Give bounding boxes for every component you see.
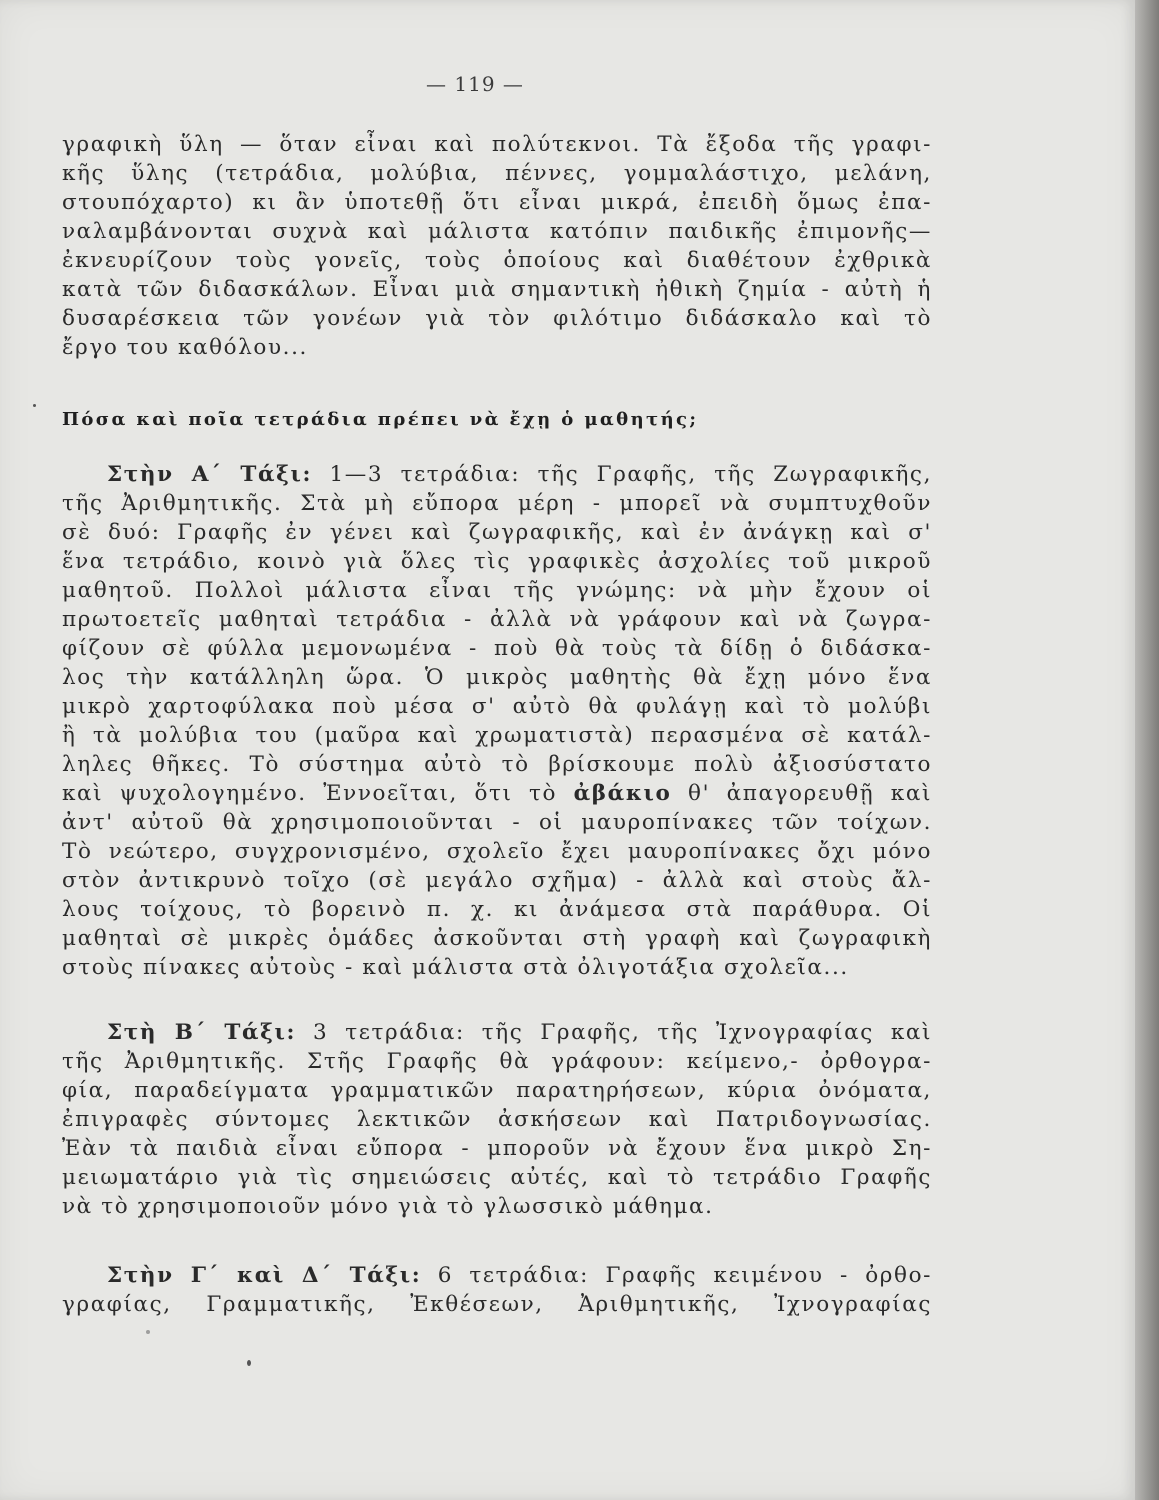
text-span: καὶ ψυχολογημένο. Ἐννοεῖται, ὅτι τὸ	[62, 781, 574, 806]
text-line: τῆς Ἀριθμητικῆς. Στὰ μὴ εὔπορα μέρη - μπορεῖ νὰ συμπτυχθοῦν	[62, 491, 932, 516]
text-line	[62, 1018, 932, 1047]
scan-speck	[247, 1360, 251, 1366]
text-line: ἕνα τετράδιο, κοινὸ γιὰ ὅλες τὶς γραφικὲς ἀσχολίες τοῦ μικροῦ	[62, 549, 932, 574]
text-line: σὲ δυό: Γραφῆς ἐν γένει καὶ ζωγραφικῆς, καὶ ἐν ἀνάγκῃ καὶ σ'	[62, 520, 932, 545]
text-line: μικρὸ χαρτοφύλακα ποὺ μέσα σ' αὐτὸ θὰ φυλάγῃ καὶ τὸ μολύβι	[62, 694, 932, 719]
text-span: θ' ἀπαγορευθῇ καὶ	[671, 781, 932, 806]
text-line: κῆς ὕλης (τετράδια, μολύβια, πέννες, γομμαλάστιχο, μελάνη,	[62, 161, 932, 186]
section-heading: Πόσα καὶ ποῖα τετράδια πρέπει νὰ ἔχῃ ὁ μαθητής;	[62, 409, 699, 430]
abakio-word: ἀβάκιο	[573, 781, 672, 806]
grade-c-d-label: Στὴν Γ΄ καὶ Δ΄ Τάξι:	[107, 1263, 422, 1288]
text-span: 6 τετράδια: Γραφῆς κειμένου - ὀρθο-	[421, 1263, 932, 1288]
text-line: τῆς Ἀριθμητικῆς. Στῆς Γραφῆς θὰ γράφουν: κείμενο,- ὀρθογρα-	[62, 1049, 932, 1074]
text-line: μειωματάριο γιὰ τὶς σημειώσεις αὐτές, καὶ τὸ τετράδιο Γραφῆς	[62, 1165, 932, 1190]
page-number: — 119 —	[426, 72, 524, 96]
text-span: 3 τετράδια: τῆς Γραφῆς, τῆς Ἰχνογραφίας καὶ	[296, 1020, 932, 1045]
text-line	[62, 1261, 932, 1290]
scan-speck	[33, 404, 36, 407]
text-line	[62, 779, 932, 808]
text-line: ἔργο του καθόλου...	[62, 335, 308, 360]
text-line: μαθητοῦ. Πολλοὶ μάλιστα εἶναι τῆς γνώμης: νὰ μὴν ἔχουν οἱ	[62, 578, 932, 603]
text-line: κατὰ τῶν διδασκάλων. Εἶναι μιὰ σημαντικὴ ἠθικὴ ζημία - αὐτὴ ἡ	[62, 277, 932, 302]
text-line: στὸν ἀντικρυνὸ τοῖχο (σὲ μεγάλο σχῆμα) - ἀλλὰ καὶ στοὺς ἄλ-	[62, 868, 932, 893]
text-line: λους τοίχους, τὸ βορεινὸ π. χ. κι ἀνάμεσα στὰ παράθυρα. Οἱ	[62, 897, 932, 922]
section-b-paragraph	[62, 1018, 932, 1221]
text-line: στοὺς πίνακες αὐτοὺς - καὶ μάλιστα στὰ ὀλιγοτάξια σχολεῖα...	[62, 955, 849, 980]
text-line: φία, παραδείγματα γραμματικῶν παρατηρήσεων, κύρια ὀνόματα,	[62, 1078, 932, 1103]
text-line: ἐπιγραφὲς σύντομες λεκτικῶν ἀσκήσεων καὶ Πατριδογνωσίας.	[62, 1107, 932, 1132]
text-line: γραφικὴ ὕλη — ὅταν εἶναι καὶ πολύτεκνοι. Τὰ ἔξοδα τῆς γραφι-	[62, 132, 932, 157]
text-line: φίζουν σὲ φύλλα μεμονωμένα - ποὺ θὰ τοὺς τὰ δίδῃ ὁ διδάσκα-	[62, 636, 932, 661]
section-c-paragraph	[62, 1261, 932, 1319]
page-edge	[1135, 0, 1159, 1500]
intro-paragraph	[62, 130, 932, 362]
section-a-paragraph	[62, 460, 932, 982]
text-line: ληλες θῆκες. Τὸ σύστημα αὐτὸ τὸ βρίσκουμε πολὺ ἀξιοσύστατο	[62, 752, 932, 777]
text-line: λος τὴν κατάλληλη ὥρα. Ὁ μικρὸς μαθητὴς θὰ ἔχῃ μόνο ἕνα	[62, 665, 932, 690]
text-line: δυσαρέσκεια τῶν γονέων γιὰ τὸν φιλότιμο διδάσκαλο καὶ τὸ	[62, 306, 932, 331]
text-line	[62, 460, 932, 489]
grade-b-label: Στὴ Β΄ Τάξι:	[107, 1020, 297, 1045]
text-line: ἢ τὰ μολύβια του (μαῦρα καὶ χρωματιστὰ) περασμένα σὲ κατάλ-	[62, 723, 932, 748]
text-line: στουπόχαρτο) κι ἂν ὑποτεθῇ ὅτι εἶναι μικρά, ἐπειδὴ ὅμως ἐπα-	[62, 190, 932, 215]
text-line: μαθηταὶ σὲ μικρὲς ὁμάδες ἀσκοῦνται στὴ γραφὴ καὶ ζωγραφικὴ	[62, 926, 932, 951]
text-line: ἐκνευρίζουν τοὺς γονεῖς, τοὺς ὁποίους καὶ διαθέτουν ἐχθρικὰ	[62, 248, 932, 273]
grade-a-label: Στὴν Α΄ Τάξι:	[107, 462, 313, 487]
text-line: νὰ τὸ χρησιμοποιοῦν μόνο γιὰ τὸ γλωσσικὸ μάθημα.	[62, 1194, 714, 1219]
text-span: 1—3 τετράδια: τῆς Γραφῆς, τῆς Ζωγραφικῆς,	[312, 462, 932, 487]
text-line: πρωτοετεῖς μαθηταὶ τετράδια - ἀλλὰ νὰ γράφουν καὶ νὰ ζωγρα-	[62, 607, 932, 632]
text-line: Τὸ νεώτερο, συγχρονισμένο, σχολεῖο ἔχει μαυροπίνακες ὄχι μόνο	[62, 839, 932, 864]
text-line: ἀντ' αὐτοῦ θὰ χρησιμοποιοῦνται - οἱ μαυροπίνακες τῶν τοίχων.	[62, 810, 932, 835]
scan-speck	[146, 1330, 150, 1334]
text-line: ναλαμβάνονται συχνὰ καὶ μάλιστα κατόπιν παιδικῆς ἐπιμονῆς—	[62, 219, 932, 244]
text-line: Ἐὰν τὰ παιδιὰ εἶναι εὔπορα - μποροῦν νὰ ἔχουν ἕνα μικρὸ Ση-	[62, 1136, 932, 1161]
text-line: γραφίας, Γραμματικῆς, Ἐκθέσεων, Ἀριθμητικῆς, Ἰχνογραφίας	[62, 1292, 932, 1317]
